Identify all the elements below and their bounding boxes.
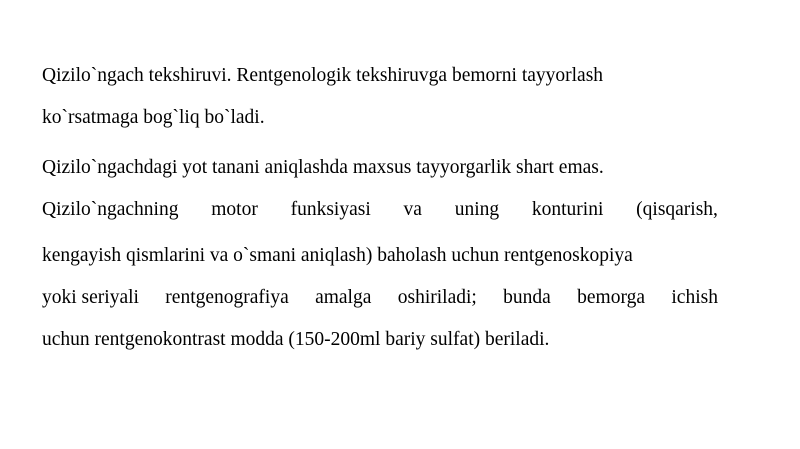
word: Qizilo`ngachning — [42, 199, 179, 220]
word: uning — [454, 199, 500, 220]
word: konturini — [531, 199, 604, 220]
word: oshiriladi; — [397, 287, 477, 308]
word: yoki seriyali — [42, 287, 139, 308]
paragraph2-line4 — [42, 286, 718, 310]
word: bunda — [503, 287, 551, 308]
paragraph2-line3: kengayish qismlarini va o`smani aniqlash) baholash uchun rentgenoskopiya — [42, 245, 633, 266]
word: funksiyasi — [290, 199, 371, 220]
paragraph2-line2 — [42, 198, 718, 222]
paragraph1-line2: ko`rsatmaga bog`liq bo`ladi. — [42, 107, 265, 128]
word: rentgenografiya — [165, 287, 289, 308]
paragraph2-line5: uchun rentgenokontrast modda (150-200ml bariy sulfat) beriladi. — [42, 329, 550, 350]
word: va — [403, 199, 422, 220]
paragraph1-line1: Qizilo`ngach tekshiruvi. Rentgenologik tekshiruvga bemorni tayyorlash — [42, 65, 604, 86]
word: (qisqarish, — [636, 199, 718, 220]
word: amalga — [315, 287, 372, 308]
word: motor — [211, 199, 258, 220]
paragraph2-line1: Qizilo`ngachdagi yot tanani aniqlashda maxsus tayyorgarlik shart emas. — [42, 157, 604, 178]
word: bemorga — [577, 287, 646, 308]
word: ichish — [671, 287, 718, 308]
